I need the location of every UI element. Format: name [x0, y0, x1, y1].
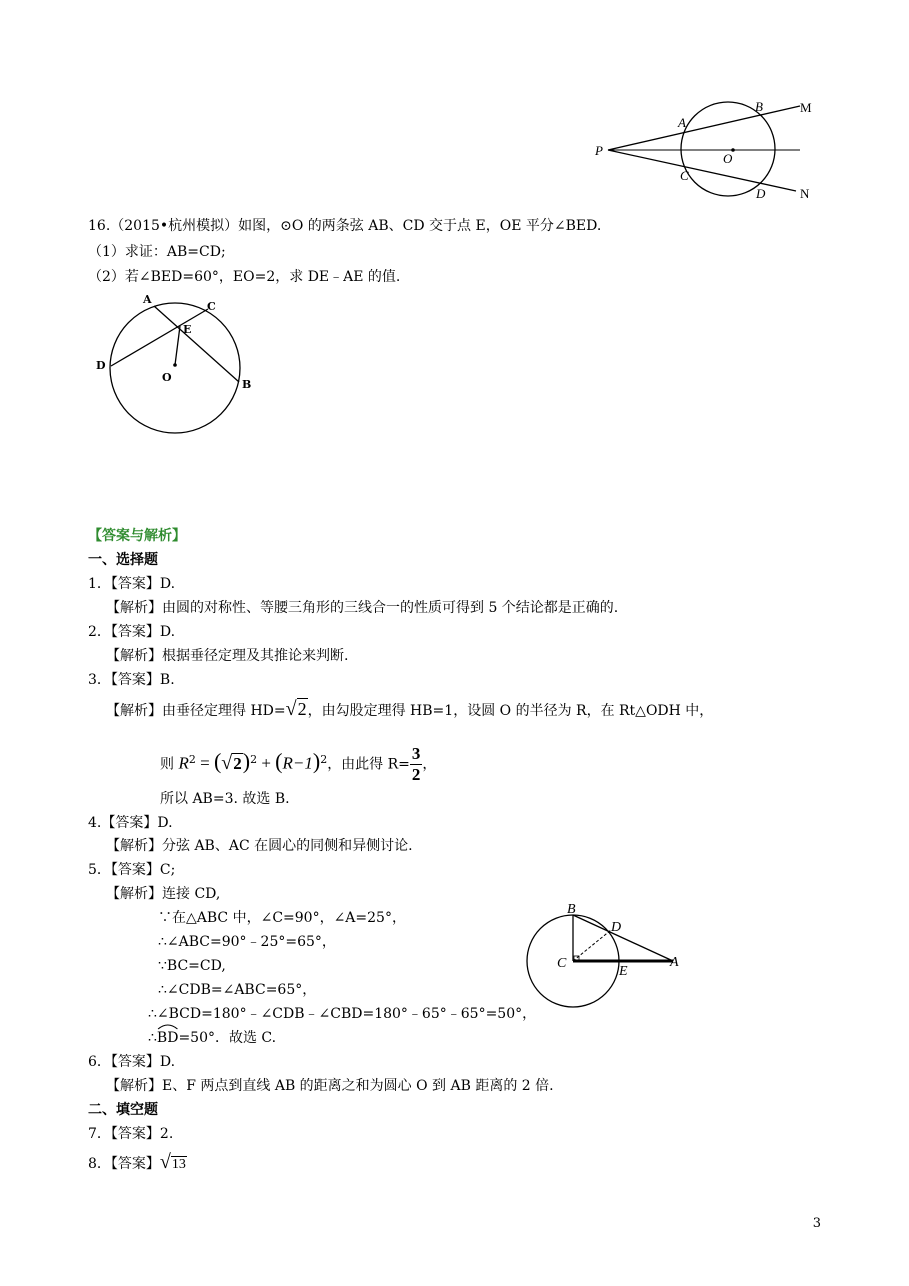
step-5-4: ∴∠CDB=∠ABC=65°，	[158, 982, 317, 998]
secant-figure	[588, 92, 818, 210]
label-E: E	[183, 323, 192, 336]
explanation-1: 【解析】由圆的对称性、等腰三角形的三线合一的性质可得到 5 个结论都是正确的.	[106, 600, 619, 616]
answer-6: 6．【答案】D.	[88, 1054, 176, 1070]
sqrt-2: √2	[285, 698, 307, 720]
answer-5: 5．【答案】C;	[88, 862, 176, 878]
conclusion-3: 所以 AB=3. 故选 B.	[160, 791, 290, 807]
answer-8: 8．【答案】√13	[88, 1148, 187, 1179]
label-A: A	[670, 955, 679, 970]
label-B: B	[755, 99, 763, 114]
answer-2: 2．【答案】D.	[88, 624, 176, 640]
label-E: E	[619, 964, 628, 979]
explanation-4: 【解析】分弦 AB、AC 在圆心的同侧和异侧讨论.	[106, 838, 413, 854]
step-5-5: ∴∠BCD=180°﹣∠CDB﹣∠CBD=180°﹣65°﹣65°=50°，	[148, 1006, 537, 1022]
triangle-circle-figure	[525, 895, 690, 1010]
sqrt-13: √13	[159, 1151, 186, 1173]
explanation-3: 【解析】由垂径定理得 HD=√2，由勾股定理得 HB=1，设圆 O 的半径为 R，在 Rt△ODH 中，	[106, 694, 713, 726]
step-5-3: ∵BC=CD,	[158, 958, 226, 974]
label-D: D	[611, 920, 622, 935]
step-5-2: ∴∠ABC=90°﹣25°=65°，	[158, 934, 336, 950]
label-C: C	[207, 300, 216, 313]
answer-1: 1．【答案】D.	[88, 576, 176, 592]
answers-header: 【答案与解析】	[88, 528, 186, 544]
label-P: P	[595, 143, 603, 158]
chord-figure	[90, 292, 260, 437]
explanation-5: 【解析】连接 CD,	[106, 886, 221, 902]
explanation-2: 【解析】根据垂径定理及其推论来判断.	[106, 648, 349, 664]
answer-4: 4.【答案】D.	[88, 815, 173, 831]
section-choice: 一、选择题	[88, 552, 158, 568]
explanation-6: 【解析】E、F 两点到直线 AB 的距离之和为圆心 O 到 AB 距离的 2 倍.	[106, 1078, 554, 1094]
label-A: A	[678, 115, 686, 130]
answer-7: 7．【答案】2.	[88, 1126, 174, 1142]
label-C: C	[680, 168, 689, 183]
arc-bd: BD	[157, 1028, 179, 1048]
section-fill: 二、填空题	[88, 1102, 158, 1118]
label-N: N	[800, 186, 810, 201]
label-D: D	[756, 186, 766, 201]
step-5-1: ∵在△ABC 中，∠C=90°，∠A=25°，	[158, 910, 406, 926]
fraction-3-2: $\frac{3}{2}$	[411, 744, 421, 785]
q16-title: 16.（2015•杭州模拟）如图，⊙O 的两条弦 AB、CD 交于点 E，OE 平分∠BED.	[88, 218, 602, 234]
label-B: B	[242, 378, 252, 391]
label-M: M	[800, 100, 812, 115]
label-C: C	[557, 956, 567, 971]
step-5-6: ∴ BD=50°．故选 C.	[148, 1028, 276, 1048]
q16-part1: （1）求证：AB=CD;	[88, 244, 226, 260]
label-D: D	[96, 359, 106, 372]
page-number: 3	[812, 1216, 821, 1231]
label-O: O	[162, 371, 172, 384]
label-A: A	[143, 293, 152, 306]
answer-3: 3．【答案】B.	[88, 672, 175, 688]
q16-part2: （2）若∠BED=60°，EO=2，求 DE﹣AE 的值.	[88, 269, 401, 285]
label-B: B	[567, 902, 576, 917]
label-O: O	[723, 151, 733, 166]
equation-3: 则 $R^2 = (√2)^2 + (R-1)^2$，由此得 R= $\frac{3}{2}$ ，	[160, 744, 437, 785]
